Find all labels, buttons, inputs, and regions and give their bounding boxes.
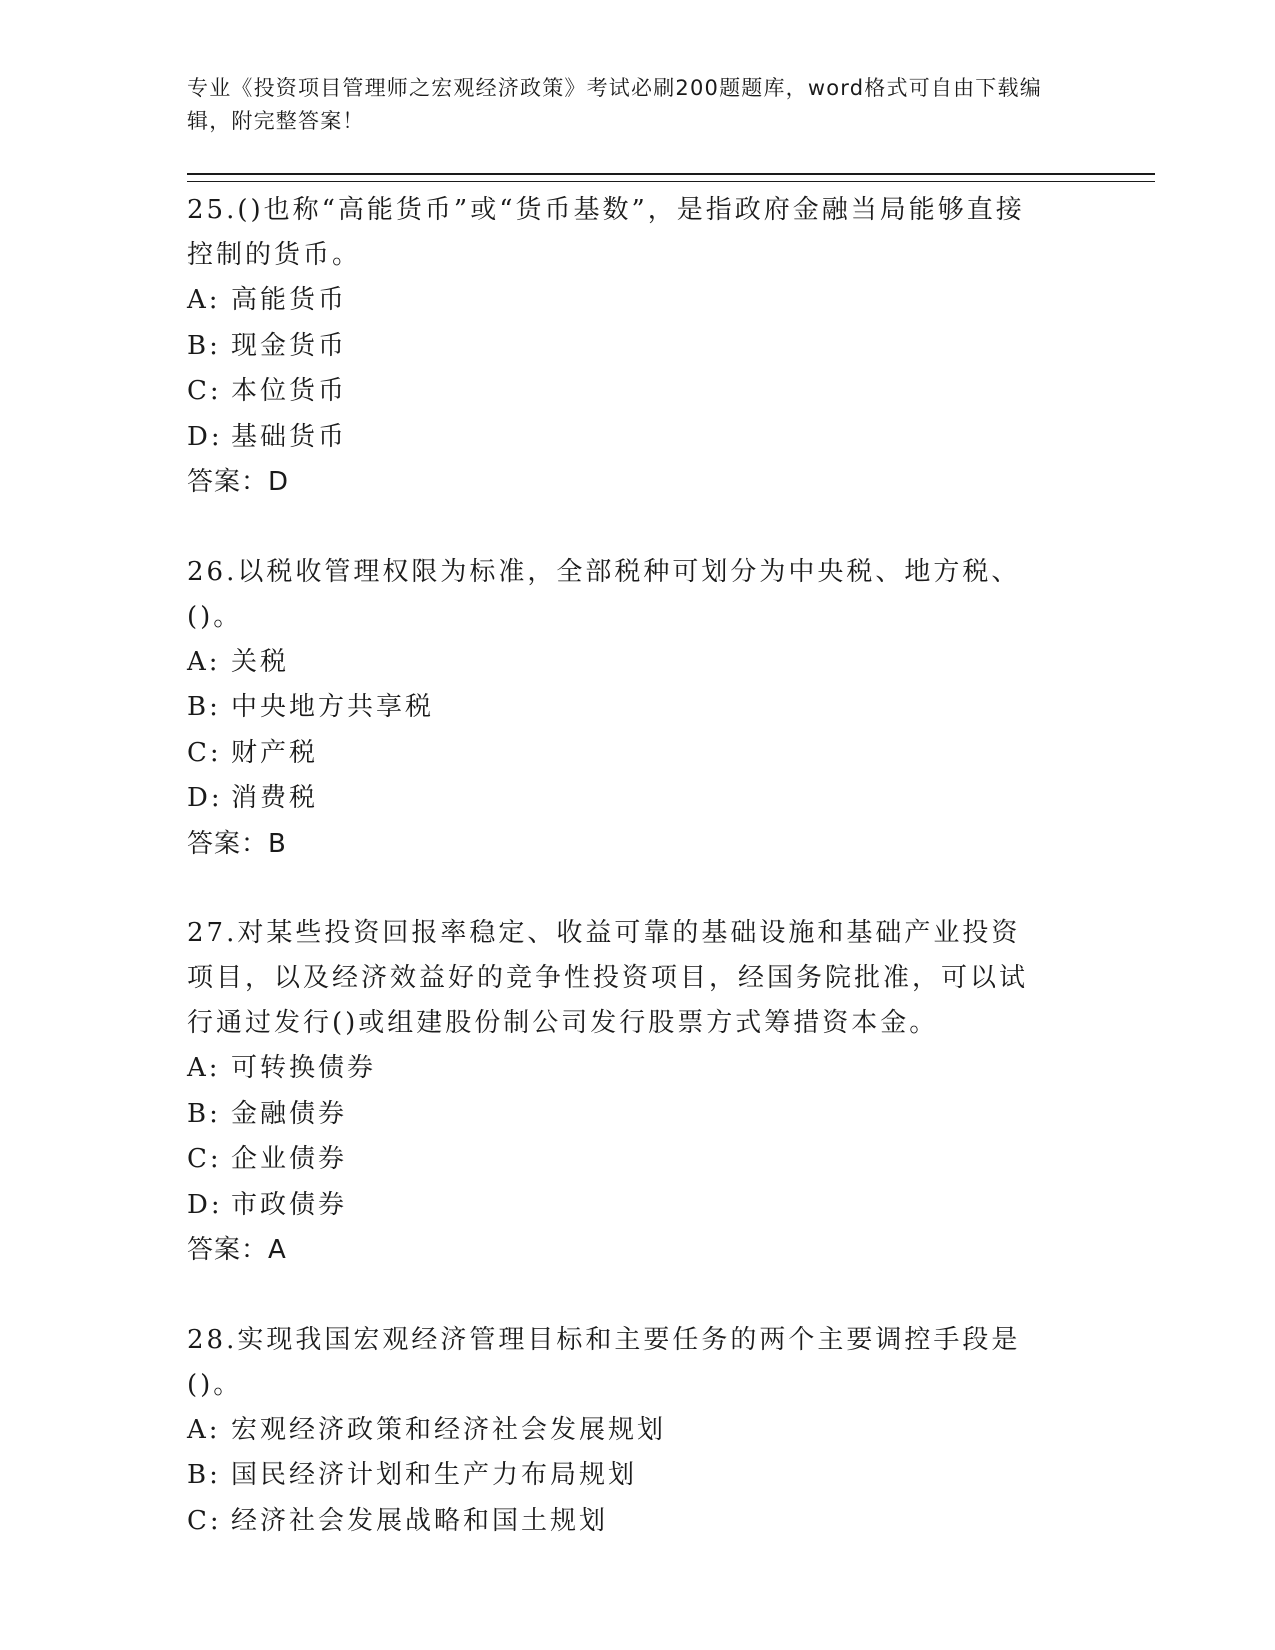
question-26 <box>187 550 1087 868</box>
option-key: A: <box>187 646 221 677</box>
header-divider-thin <box>187 181 1155 182</box>
question-28 <box>187 1318 1087 1545</box>
option-c <box>187 1499 1087 1545</box>
option-text: 中央地方共享税 <box>231 692 435 722</box>
option-b <box>187 1092 1087 1138</box>
option-text: 消费税 <box>231 783 319 813</box>
document-header: 专业《投资项目管理师之宏观经济政策》考试必刷200题题库，word格式可自由下载编辑，附完整答案！ <box>187 76 1042 133</box>
option-text: 高能货币 <box>231 285 348 315</box>
option-key: C: <box>187 737 222 768</box>
option-text: 可转换债券 <box>231 1053 377 1083</box>
option-b <box>187 324 1087 370</box>
option-text: 财产税 <box>231 737 319 768</box>
option-key: B: <box>187 330 221 361</box>
answer-line: 答案：A <box>187 1235 287 1265</box>
option-key: C: <box>187 1505 222 1536</box>
option-key: C: <box>187 376 222 406</box>
option-text: 关税 <box>231 646 290 677</box>
question-stem: 26.以税收管理权限为标准，全部税种可划分为中央税、地方税、()。 <box>187 556 1021 632</box>
option-d <box>187 1183 1087 1229</box>
option-b <box>187 1453 1087 1499</box>
option-c <box>187 369 1087 415</box>
question-list <box>187 188 1087 1576</box>
option-key: A: <box>187 285 221 315</box>
option-key: D: <box>187 783 223 813</box>
question-stem: 27.对某些投资回报率稳定、收益可靠的基础设施和基础产业投资项目，以及经济效益好的竞争性投资项目，经国务院批准，可以试行通过发行()或组建股份制公司发行股票方式筹措资本金。 <box>187 918 1029 1038</box>
option-text: 宏观经济政策和经济社会发展规划 <box>231 1414 667 1445</box>
option-text: 经济社会发展战略和国土规划 <box>231 1505 609 1536</box>
option-d <box>187 415 1087 461</box>
option-b <box>187 685 1087 731</box>
question-25 <box>187 188 1087 506</box>
header-divider-thick <box>187 173 1155 175</box>
option-text: 国民经济计划和生产力布局规划 <box>231 1460 638 1490</box>
option-a <box>187 640 1087 686</box>
option-key: B: <box>187 692 221 722</box>
option-text: 基础货币 <box>231 421 348 452</box>
option-key: A: <box>187 1414 221 1445</box>
option-a <box>187 1046 1087 1092</box>
option-a <box>187 1408 1087 1454</box>
option-c <box>187 1137 1087 1183</box>
option-text: 企业债券 <box>231 1144 348 1174</box>
option-text: 市政债券 <box>231 1189 348 1220</box>
question-27 <box>187 911 1087 1274</box>
option-c <box>187 731 1087 777</box>
answer-line: 答案：D <box>187 467 290 497</box>
question-stem: 25.()也称“高能货币”或“货币基数”，是指政府金融当局能够直接控制的货币。 <box>187 195 1025 270</box>
option-text: 本位货币 <box>231 376 348 406</box>
option-a <box>187 278 1087 324</box>
question-stem: 28.实现我国宏观经济管理目标和主要任务的两个主要调控手段是()。 <box>187 1324 1021 1400</box>
option-d <box>187 776 1087 822</box>
option-key: C: <box>187 1144 222 1174</box>
answer-line: 答案：B <box>187 828 287 859</box>
option-key: D: <box>187 421 223 452</box>
option-text: 现金货币 <box>231 330 348 361</box>
option-key: A: <box>187 1053 221 1083</box>
option-key: D: <box>187 1189 223 1220</box>
option-key: B: <box>187 1460 221 1490</box>
option-text: 金融债券 <box>231 1098 348 1129</box>
option-key: B: <box>187 1098 221 1129</box>
